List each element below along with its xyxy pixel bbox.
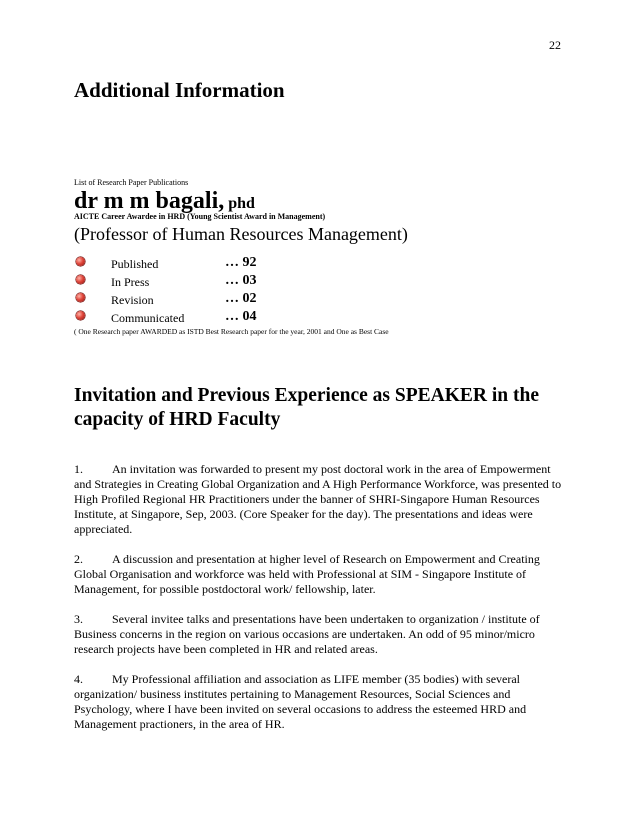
section-heading: Invitation and Previous Experience as SPEAKER in the capacity of HRD Faculty [74,385,539,430]
paragraph-number: 4. [74,672,83,686]
paragraph-1 [74,462,564,537]
stat-value: … 03 [225,273,257,288]
stat-label: Published [111,257,159,271]
stat-row-communicated [74,309,494,327]
stat-row-published [74,255,494,273]
publications-list-label: List of Research Paper Publications [74,178,189,187]
stat-value: … 02 [225,291,257,306]
paragraph-4 [74,672,564,732]
paragraph-text: An invitation was forwarded to present my post doctoral work in the area of Empowerment and Strategies in Creating Global Organization and A High Performance Workforce, was presented to High Profiled Regional HR Practitioners under the banner of SHRI-Singapore Human Resources Institute, at Singapore, Sep, 2003. (Core Speaker for the day). The presentations and ideas were appreciated. [74,462,562,536]
bullet-icon [76,275,85,284]
stat-row-in-press [74,273,494,291]
award-note: ( One Research paper AWARDED as ISTD Best Research paper for the year, 2001 and One as Best Case [74,327,389,336]
stat-row-revision [74,291,494,309]
page-title: Additional Information [74,78,285,102]
paragraph-number: 1. [74,462,83,476]
stat-label: Communicated [111,311,185,325]
paragraph-text: A discussion and presentation at higher level of Research on Empowerment and Creating Global Organisation and workforce was held with Professional at SIM - Singapore Institute of Management, for possible postdoctoral work/ fellowship, later. [74,552,540,596]
page-number: 22 [549,38,561,52]
author-line [74,188,255,215]
stat-label: In Press [111,275,150,289]
bullet-icon [76,311,85,320]
paragraph-number: 2. [74,552,83,566]
bullet-icon [76,293,85,302]
paragraph-3 [74,612,564,657]
paragraph-number: 3. [74,612,83,626]
bullet-icon [76,257,85,266]
award-line: AICTE Career Awardee in HRD (Young Scientist Award in Management) [74,212,326,221]
stat-value: … 92 [225,255,257,270]
stat-value: … 04 [225,309,257,324]
author-degree: phd [224,195,255,212]
author-title: (Professor of Human Resources Management) [74,224,408,244]
paragraph-text: My Professional affiliation and association as LIFE member (35 bodies) with several organization/ business institutes pertaining to Management Resources, Social Sciences and Psychology, where I have been invited on several occasions to address the esteemed HRD and Management practioners, in the area of HR. [74,672,527,731]
stat-label: Revision [111,293,154,307]
author-name: dr m m bagali, [74,188,225,214]
publication-stats [74,255,494,327]
paragraph-text: Several invitee talks and presentations have been undertaken to organization / institute of Business concerns in the region on various occasions are undertaken. An odd of 95 minor/micro research projects have been completed in HR and related areas. [74,612,540,656]
paragraph-2 [74,552,564,597]
